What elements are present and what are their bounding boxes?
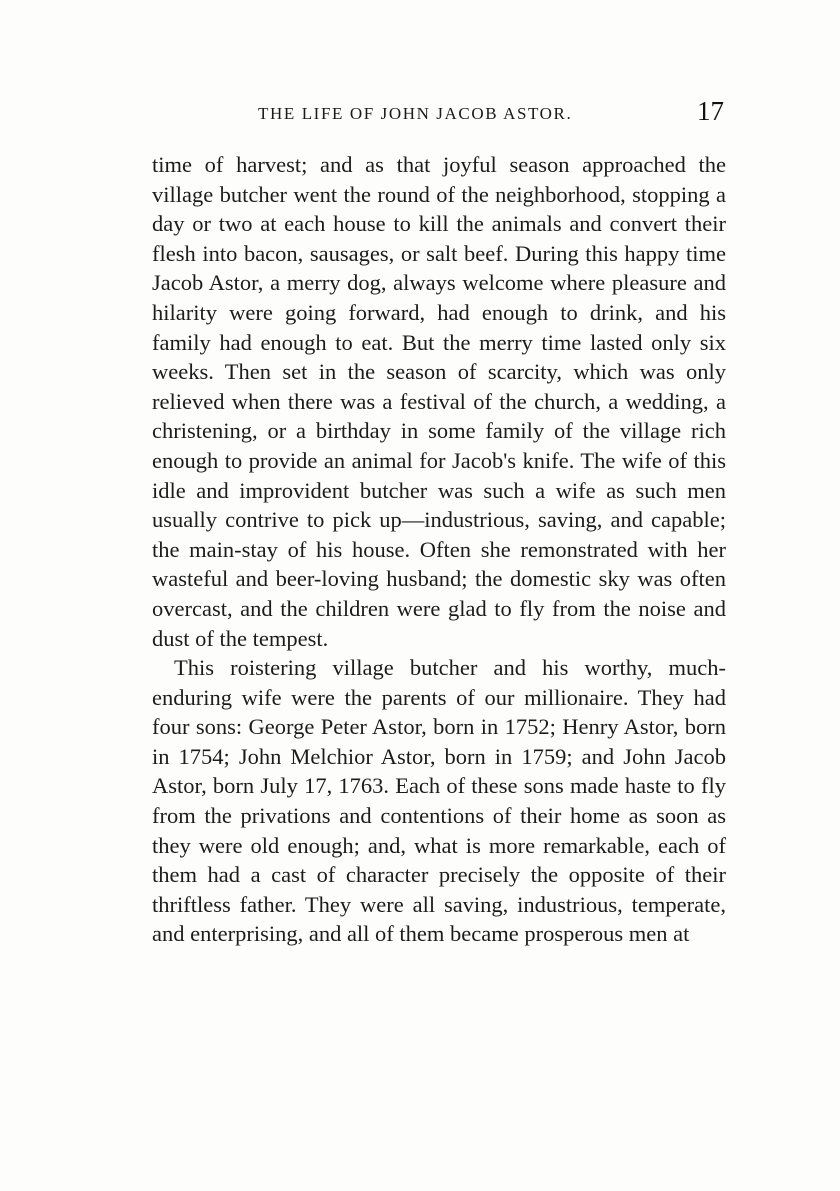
- page-number: 17: [697, 96, 724, 126]
- paragraph-parents: This roistering village butcher and his worthy, much-enduring wife were the parents of our millionaire. They had four sons: George Peter Astor, born in 1752; Henry Astor, born in 1754; John Melchior Astor, born in 1759; and John Jacob Astor, born July 17, 1763. Each of these sons made haste to fly from the privations and contentions of their home as soon as they were old enough; and, what is more remarkable, each of them had a cast of character precisely the opposite of their thriftless father. They were all saving, industrious, temperate, and enterprising, and all of them became prosperous men at: [152, 655, 726, 947]
- running-head: [152, 96, 724, 132]
- running-title: THE LIFE OF JOHN JACOB ASTOR.: [258, 104, 573, 123]
- body-text: [152, 150, 726, 949]
- paragraph-continued: time of harvest; and as that joyful season approached the village butcher went the round of the neighborhood, stopping a day or two at each house to kill the animals and convert their flesh into bacon, sausages, or salt beef. During this happy time Jacob Astor, a merry dog, always welcome where pleasure and hilarity were going forward, had enough to drink, and his family had enough to eat. But the merry time lasted only six weeks. Then set in the season of scarcity, which was only relieved when there was a festival of the church, a wedding, a christening, or a birthday in some family of the village rich enough to provide an animal for Jacob's knife. The wife of this idle and improvident butcher was such a wife as such men usually contrive to pick up—industrious, saving, and capable; the main-stay of his house. Often she remonstrated with her wasteful and beer-loving husband; the domestic sky was often overcast, and the children were glad to fly from the noise and dust of the tempest.: [152, 152, 726, 651]
